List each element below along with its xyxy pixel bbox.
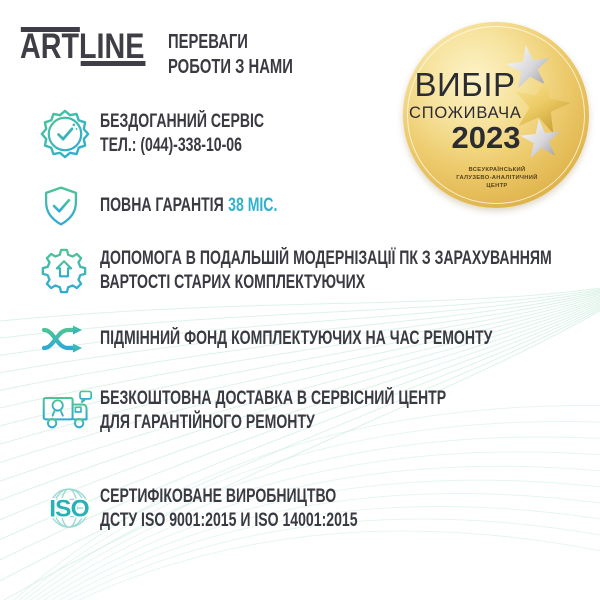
benefit-certified-line1: СЕРТИФІКОВАНЕ ВИРОБНИЦТВО — [100, 486, 337, 507]
medal-org-line2: ГАЛУЗЕВО-АНАЛІТИЧНИЙ — [456, 175, 538, 181]
benefit-item-warranty — [40, 184, 592, 228]
medal-org-line3: ЦЕНТР — [486, 183, 508, 189]
medal-year: 2023 — [451, 120, 521, 155]
benefit-item-delivery — [40, 386, 592, 436]
gear-upgrade-icon — [40, 247, 88, 295]
benefit-service-line1: БЕЗДОГАННИЙ СЕРВІС — [100, 111, 265, 132]
benefit-delivery-line2: ДЛЯ ГАРАНТІЙНОГО РЕМОНТУ — [100, 412, 315, 433]
benefit-certified-line2: ДСТУ ISO 9001:2015 И ISO 14001:2015 — [100, 510, 358, 531]
medal-title: ВИБІР — [414, 66, 516, 103]
benefit-upgrade-line2: ВАРТОСТІ СТАРИХ КОМПЛЕКТУЮЧИХ — [100, 272, 366, 293]
benefit-delivery-line1: БЕЗКОШТОВНА ДОСТАВКА В СЕРВІСНИЙ ЦЕНТР — [100, 388, 447, 409]
benefit-upgrade-line1: ДОПОМОГА В ПОДАЛЬШІЙ МОДЕРНІЗАЦІЇ ПК З ЗАРАХУВАННЯМ — [100, 248, 552, 269]
logo-text-line: LINE — [78, 27, 145, 66]
delivery-truck-icon — [40, 387, 94, 435]
benefit-item-certified — [40, 484, 592, 534]
page-title-line2: РОБОТИ З НАМИ — [168, 56, 293, 78]
logo-text-art: ART — [20, 27, 79, 66]
seal-check-icon — [40, 109, 90, 159]
benefit-item-service — [40, 108, 592, 160]
benefit-warranty-duration: 38 МІС. — [228, 195, 278, 216]
benefit-item-upgrade — [40, 246, 592, 296]
artline-logo — [20, 24, 144, 70]
medal-subtitle: СПОЖИВАЧА — [409, 104, 522, 122]
shuffle-icon — [40, 319, 86, 359]
iso-label: ISO — [49, 495, 89, 523]
benefit-service-phone: ТЕЛ.: (044)-338-10-06 — [100, 135, 242, 156]
page-title — [168, 30, 293, 80]
medal-org-line1: ВСЕУКРАЇНСЬКИЙ — [468, 167, 526, 173]
page-title-line1: ПЕРЕВАГИ — [168, 31, 248, 53]
benefit-replacement-line1: ПІДМІННИЙ ФОНД КОМПЛЕКТУЮЧИХ НА ЧАС РЕМОНТУ — [100, 328, 493, 349]
benefit-warranty-text: ПОВНА ГАРАНТІЯ — [100, 195, 224, 216]
benefit-item-replacement — [40, 317, 592, 361]
iso-globe-icon — [40, 484, 98, 534]
shield-check-icon — [40, 184, 82, 228]
